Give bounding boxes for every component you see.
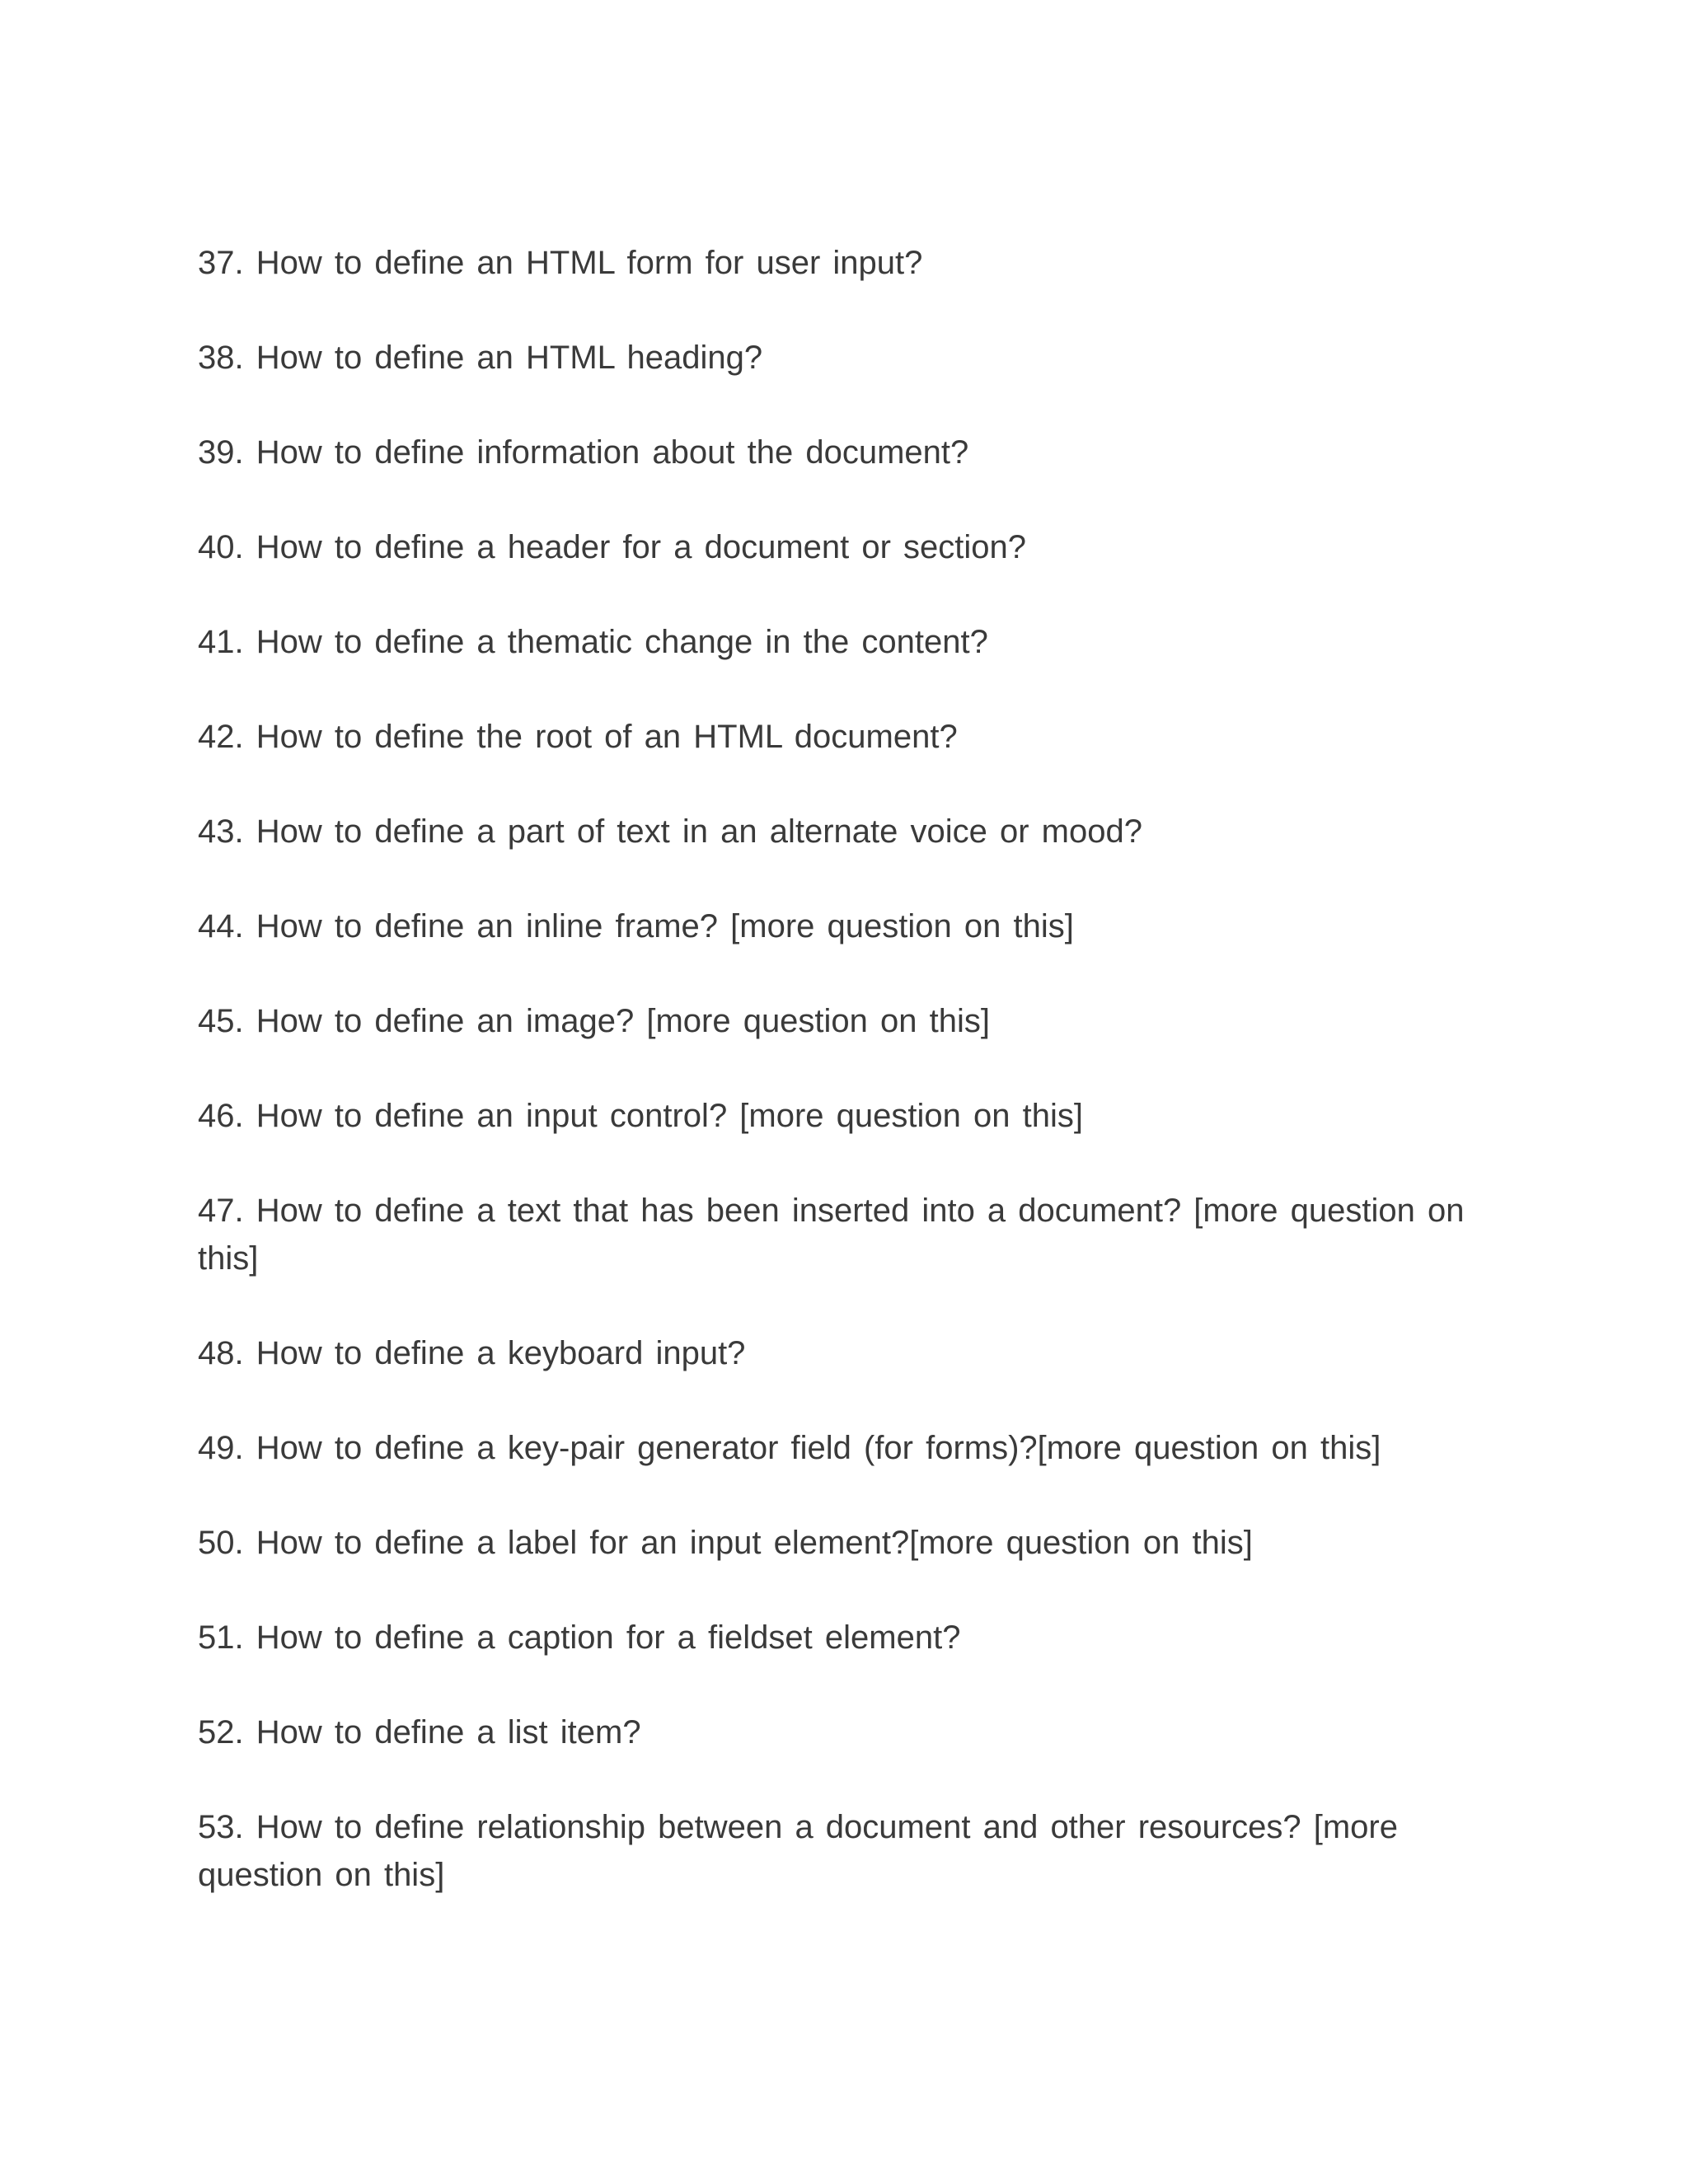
question-item: 40. How to define a header for a document or section? [198,529,1027,565]
question-item: 51. How to define a caption for a fieldset element? [198,1619,961,1656]
question-item: 37. How to define an HTML form for user input? [198,245,923,281]
question-list [198,239,1467,1946]
question-item: 47. How to define a text that has been inserted into a document? [more question on this] [198,1193,1465,1277]
question-item: 46. How to define an input control? [more question on this] [198,1098,1083,1134]
question-item: 44. How to define an inline frame? [more question on this] [198,908,1074,944]
question-item: 53. How to define relationship between a document and other resources? [more question on this] [198,1809,1398,1893]
question-item: 48. How to define a keyboard input? [198,1335,746,1371]
question-item: 52. How to define a list item? [198,1714,641,1750]
question-item: 42. How to define the root of an HTML document? [198,719,958,755]
question-item: 45. How to define an image? [more question on this] [198,1003,990,1039]
question-item: 38. How to define an HTML heading? [198,340,763,376]
question-item: 41. How to define a thematic change in the content? [198,624,988,660]
question-item: 39. How to define information about the document? [198,434,969,471]
question-item: 49. How to define a key-pair generator field (for forms)?[more question on this] [198,1430,1381,1466]
question-item: 43. How to define a part of text in an alternate voice or mood? [198,813,1142,850]
question-item: 50. How to define a label for an input element?[more question on this] [198,1525,1253,1561]
